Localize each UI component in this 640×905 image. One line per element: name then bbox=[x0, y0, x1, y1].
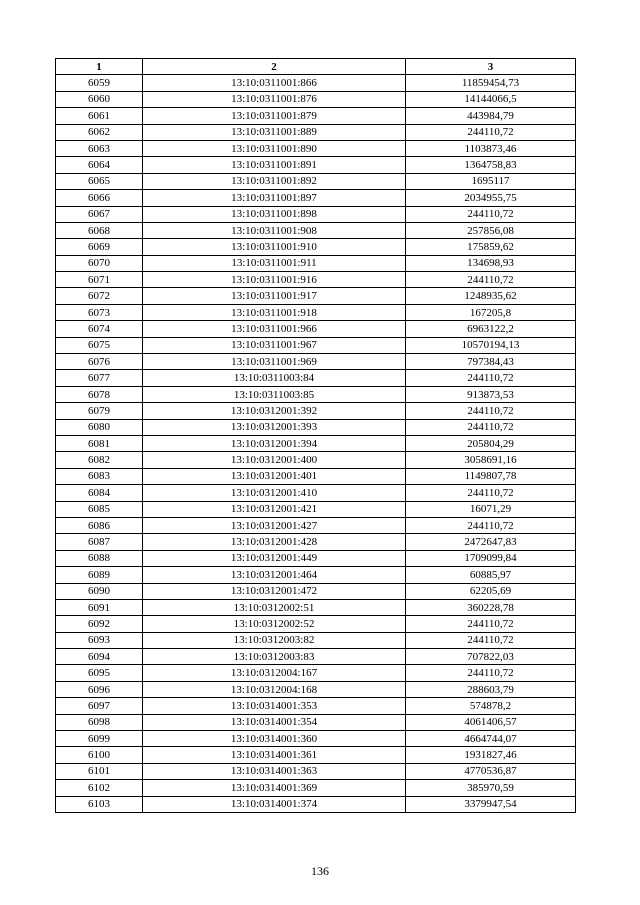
value-cell: 443984,79 bbox=[406, 108, 576, 124]
row-number-cell: 6081 bbox=[56, 435, 143, 451]
table-row bbox=[56, 239, 576, 255]
table-row bbox=[56, 272, 576, 288]
value-cell: 4770536,87 bbox=[406, 763, 576, 779]
value-cell: 134698,93 bbox=[406, 255, 576, 271]
cadastral-number-cell: 13:10:0311001:892 bbox=[143, 173, 406, 189]
cadastral-number-cell: 13:10:0312001:401 bbox=[143, 468, 406, 484]
value-cell: 244110,72 bbox=[406, 206, 576, 222]
table-row bbox=[56, 468, 576, 484]
row-number-cell: 6085 bbox=[56, 501, 143, 517]
row-number-cell: 6079 bbox=[56, 403, 143, 419]
row-number-cell: 6093 bbox=[56, 632, 143, 648]
cadastral-number-cell: 13:10:0314001:374 bbox=[143, 796, 406, 812]
table-row bbox=[56, 665, 576, 681]
value-cell: 244110,72 bbox=[406, 419, 576, 435]
cadastral-number-cell: 13:10:0311001:866 bbox=[143, 75, 406, 91]
table-row bbox=[56, 206, 576, 222]
row-number-cell: 6092 bbox=[56, 616, 143, 632]
row-number-cell: 6063 bbox=[56, 140, 143, 156]
cadastral-number-cell: 13:10:0311001:910 bbox=[143, 239, 406, 255]
value-cell: 167205,8 bbox=[406, 304, 576, 320]
column-header-2: 2 bbox=[143, 59, 406, 75]
value-cell: 244110,72 bbox=[406, 616, 576, 632]
value-cell: 1709099,84 bbox=[406, 550, 576, 566]
table-row bbox=[56, 681, 576, 697]
table-row bbox=[56, 157, 576, 173]
table-row bbox=[56, 337, 576, 353]
table-row bbox=[56, 403, 576, 419]
table-row bbox=[56, 304, 576, 320]
row-number-cell: 6059 bbox=[56, 75, 143, 91]
row-number-cell: 6076 bbox=[56, 354, 143, 370]
row-number-cell: 6096 bbox=[56, 681, 143, 697]
value-cell: 1695117 bbox=[406, 173, 576, 189]
cadastral-number-cell: 13:10:0311001:969 bbox=[143, 354, 406, 370]
row-number-cell: 6062 bbox=[56, 124, 143, 140]
value-cell: 1364758,83 bbox=[406, 157, 576, 173]
cadastral-number-cell: 13:10:0311001:890 bbox=[143, 140, 406, 156]
table-row bbox=[56, 796, 576, 812]
value-cell: 244110,72 bbox=[406, 370, 576, 386]
table-row bbox=[56, 124, 576, 140]
value-cell: 62205,69 bbox=[406, 583, 576, 599]
row-number-cell: 6099 bbox=[56, 731, 143, 747]
row-number-cell: 6074 bbox=[56, 321, 143, 337]
cadastral-number-cell: 13:10:0312004:168 bbox=[143, 681, 406, 697]
column-header-1: 1 bbox=[56, 59, 143, 75]
table-row bbox=[56, 255, 576, 271]
cadastral-number-cell: 13:10:0311001:916 bbox=[143, 272, 406, 288]
value-cell: 244110,72 bbox=[406, 485, 576, 501]
row-number-cell: 6095 bbox=[56, 665, 143, 681]
cadastral-number-cell: 13:10:0311001:966 bbox=[143, 321, 406, 337]
value-cell: 1931827,46 bbox=[406, 747, 576, 763]
cadastral-number-cell: 13:10:0311001:876 bbox=[143, 91, 406, 107]
row-number-cell: 6097 bbox=[56, 698, 143, 714]
row-number-cell: 6086 bbox=[56, 517, 143, 533]
row-number-cell: 6066 bbox=[56, 190, 143, 206]
table-row bbox=[56, 91, 576, 107]
cadastral-number-cell: 13:10:0312003:83 bbox=[143, 649, 406, 665]
table-row bbox=[56, 649, 576, 665]
cadastral-number-cell: 13:10:0311001:917 bbox=[143, 288, 406, 304]
cadastral-number-cell: 13:10:0314001:363 bbox=[143, 763, 406, 779]
value-cell: 244110,72 bbox=[406, 272, 576, 288]
cadastral-number-cell: 13:10:0312001:393 bbox=[143, 419, 406, 435]
value-cell: 10570194,13 bbox=[406, 337, 576, 353]
value-cell: 11859454,73 bbox=[406, 75, 576, 91]
row-number-cell: 6060 bbox=[56, 91, 143, 107]
row-number-cell: 6073 bbox=[56, 304, 143, 320]
row-number-cell: 6070 bbox=[56, 255, 143, 271]
cadastral-number-cell: 13:10:0311001:891 bbox=[143, 157, 406, 173]
cadastral-number-cell: 13:10:0311001:897 bbox=[143, 190, 406, 206]
cadastral-number-cell: 13:10:0312001:392 bbox=[143, 403, 406, 419]
table-row bbox=[56, 501, 576, 517]
value-cell: 4061406,57 bbox=[406, 714, 576, 730]
cadastral-number-cell: 13:10:0311003:84 bbox=[143, 370, 406, 386]
cadastral-number-cell: 13:10:0312001:410 bbox=[143, 485, 406, 501]
value-cell: 244110,72 bbox=[406, 632, 576, 648]
cadastral-number-cell: 13:10:0311001:908 bbox=[143, 222, 406, 238]
value-cell: 16071,29 bbox=[406, 501, 576, 517]
value-cell: 360228,78 bbox=[406, 599, 576, 615]
row-number-cell: 6083 bbox=[56, 468, 143, 484]
cadastral-number-cell: 13:10:0314001:361 bbox=[143, 747, 406, 763]
value-cell: 1149807,78 bbox=[406, 468, 576, 484]
table-row bbox=[56, 222, 576, 238]
data-table bbox=[55, 58, 576, 813]
cadastral-number-cell: 13:10:0311001:911 bbox=[143, 255, 406, 271]
table-row bbox=[56, 780, 576, 796]
cadastral-number-cell: 13:10:0312002:52 bbox=[143, 616, 406, 632]
row-number-cell: 6061 bbox=[56, 108, 143, 124]
cadastral-number-cell: 13:10:0311003:85 bbox=[143, 386, 406, 402]
table-row bbox=[56, 550, 576, 566]
column-header-3: 3 bbox=[406, 59, 576, 75]
row-number-cell: 6100 bbox=[56, 747, 143, 763]
table-row bbox=[56, 599, 576, 615]
row-number-cell: 6071 bbox=[56, 272, 143, 288]
cadastral-number-cell: 13:10:0314001:369 bbox=[143, 780, 406, 796]
cadastral-number-cell: 13:10:0312004:167 bbox=[143, 665, 406, 681]
value-cell: 244110,72 bbox=[406, 665, 576, 681]
value-cell: 257856,08 bbox=[406, 222, 576, 238]
value-cell: 14144066,5 bbox=[406, 91, 576, 107]
cadastral-number-cell: 13:10:0312001:427 bbox=[143, 517, 406, 533]
value-cell: 3379947,54 bbox=[406, 796, 576, 812]
table-row bbox=[56, 583, 576, 599]
value-cell: 205804,29 bbox=[406, 435, 576, 451]
table-row bbox=[56, 321, 576, 337]
row-number-cell: 6089 bbox=[56, 567, 143, 583]
table-row bbox=[56, 354, 576, 370]
row-number-cell: 6065 bbox=[56, 173, 143, 189]
table-row bbox=[56, 567, 576, 583]
row-number-cell: 6078 bbox=[56, 386, 143, 402]
cadastral-number-cell: 13:10:0312002:51 bbox=[143, 599, 406, 615]
cadastral-number-cell: 13:10:0312001:449 bbox=[143, 550, 406, 566]
cadastral-number-cell: 13:10:0314001:354 bbox=[143, 714, 406, 730]
cadastral-number-cell: 13:10:0312001:394 bbox=[143, 435, 406, 451]
table-row bbox=[56, 517, 576, 533]
row-number-cell: 6094 bbox=[56, 649, 143, 665]
cadastral-number-cell: 13:10:0311001:967 bbox=[143, 337, 406, 353]
table-row bbox=[56, 419, 576, 435]
table-row bbox=[56, 698, 576, 714]
cadastral-number-cell: 13:10:0312001:400 bbox=[143, 452, 406, 468]
cadastral-number-cell: 13:10:0312001:428 bbox=[143, 534, 406, 550]
cadastral-number-cell: 13:10:0311001:898 bbox=[143, 206, 406, 222]
value-cell: 1103873,46 bbox=[406, 140, 576, 156]
cadastral-number-cell: 13:10:0314001:360 bbox=[143, 731, 406, 747]
table-body bbox=[56, 75, 576, 813]
row-number-cell: 6084 bbox=[56, 485, 143, 501]
cadastral-number-cell: 13:10:0312001:421 bbox=[143, 501, 406, 517]
table-row bbox=[56, 435, 576, 451]
page-number: 136 bbox=[311, 864, 329, 878]
row-number-cell: 6087 bbox=[56, 534, 143, 550]
table-row bbox=[56, 763, 576, 779]
cadastral-number-cell: 13:10:0311001:918 bbox=[143, 304, 406, 320]
value-cell: 60885,97 bbox=[406, 567, 576, 583]
row-number-cell: 6064 bbox=[56, 157, 143, 173]
table-row bbox=[56, 485, 576, 501]
value-cell: 4664744,07 bbox=[406, 731, 576, 747]
cadastral-number-cell: 13:10:0311001:889 bbox=[143, 124, 406, 140]
row-number-cell: 6072 bbox=[56, 288, 143, 304]
value-cell: 288603,79 bbox=[406, 681, 576, 697]
row-number-cell: 6068 bbox=[56, 222, 143, 238]
table-row bbox=[56, 534, 576, 550]
row-number-cell: 6082 bbox=[56, 452, 143, 468]
table-row bbox=[56, 75, 576, 91]
table-row bbox=[56, 452, 576, 468]
row-number-cell: 6101 bbox=[56, 763, 143, 779]
cadastral-number-cell: 13:10:0312003:82 bbox=[143, 632, 406, 648]
row-number-cell: 6088 bbox=[56, 550, 143, 566]
row-number-cell: 6091 bbox=[56, 599, 143, 615]
value-cell: 6963122,2 bbox=[406, 321, 576, 337]
table-row bbox=[56, 731, 576, 747]
value-cell: 797384,43 bbox=[406, 354, 576, 370]
table-row bbox=[56, 140, 576, 156]
value-cell: 707822,03 bbox=[406, 649, 576, 665]
row-number-cell: 6075 bbox=[56, 337, 143, 353]
value-cell: 2472647,83 bbox=[406, 534, 576, 550]
table-row bbox=[56, 288, 576, 304]
row-number-cell: 6069 bbox=[56, 239, 143, 255]
cadastral-number-cell: 13:10:0311001:879 bbox=[143, 108, 406, 124]
row-number-cell: 6103 bbox=[56, 796, 143, 812]
table-row bbox=[56, 173, 576, 189]
value-cell: 2034955,75 bbox=[406, 190, 576, 206]
row-number-cell: 6077 bbox=[56, 370, 143, 386]
table-row bbox=[56, 370, 576, 386]
value-cell: 175859,62 bbox=[406, 239, 576, 255]
value-cell: 3058691,16 bbox=[406, 452, 576, 468]
table-row bbox=[56, 632, 576, 648]
value-cell: 913873,53 bbox=[406, 386, 576, 402]
row-number-cell: 6080 bbox=[56, 419, 143, 435]
row-number-cell: 6102 bbox=[56, 780, 143, 796]
table-row bbox=[56, 714, 576, 730]
table-row bbox=[56, 190, 576, 206]
table-header bbox=[56, 59, 576, 75]
cadastral-number-cell: 13:10:0314001:353 bbox=[143, 698, 406, 714]
table-row bbox=[56, 616, 576, 632]
value-cell: 1248935,62 bbox=[406, 288, 576, 304]
value-cell: 244110,72 bbox=[406, 124, 576, 140]
table-row bbox=[56, 386, 576, 402]
cadastral-number-cell: 13:10:0312001:464 bbox=[143, 567, 406, 583]
table-row bbox=[56, 108, 576, 124]
table-row bbox=[56, 747, 576, 763]
value-cell: 244110,72 bbox=[406, 517, 576, 533]
row-number-cell: 6098 bbox=[56, 714, 143, 730]
value-cell: 244110,72 bbox=[406, 403, 576, 419]
header-row bbox=[56, 59, 576, 75]
cadastral-number-cell: 13:10:0312001:472 bbox=[143, 583, 406, 599]
value-cell: 574878,2 bbox=[406, 698, 576, 714]
value-cell: 385970,59 bbox=[406, 780, 576, 796]
row-number-cell: 6090 bbox=[56, 583, 143, 599]
row-number-cell: 6067 bbox=[56, 206, 143, 222]
